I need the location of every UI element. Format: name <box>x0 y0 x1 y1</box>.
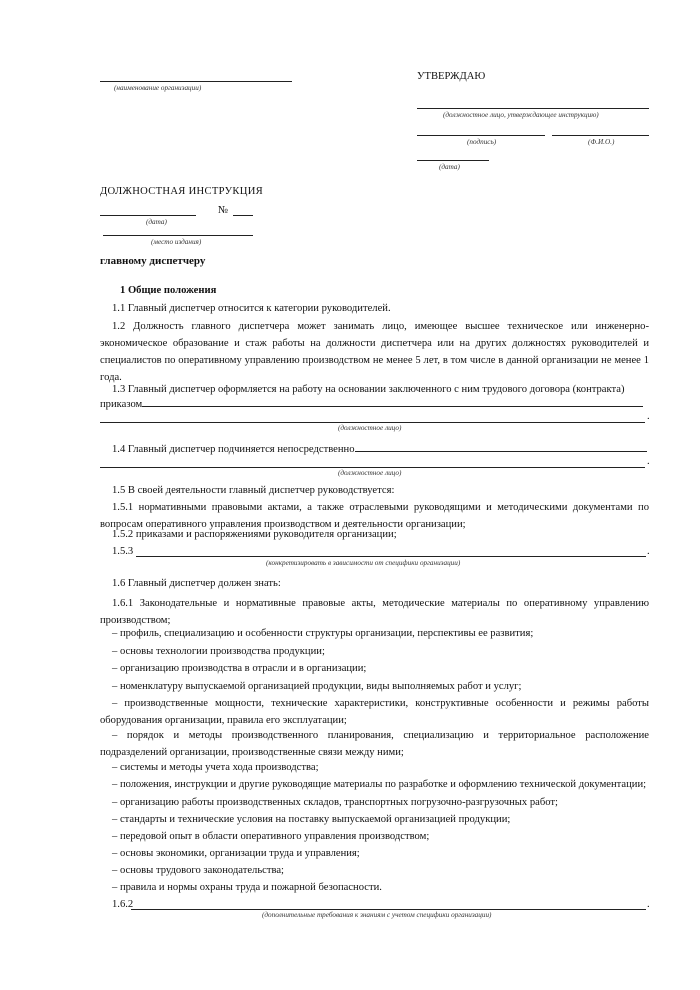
list-item: – организацию производства в отрасли и в организации; <box>112 663 367 674</box>
fio-line <box>552 135 649 136</box>
org-name-line <box>100 81 292 82</box>
extra-requirements-period: . <box>647 899 650 910</box>
list-item: – системы и методы учета хода производства; <box>112 762 319 773</box>
doc-date-line <box>100 215 196 216</box>
subordination-period: . <box>647 456 650 467</box>
list-item: – номенклатуру выпускаемой организацией продукции, виды выполняемых работ и услуг; <box>112 681 522 692</box>
approver-line <box>417 108 649 109</box>
order-label: приказом <box>100 399 143 410</box>
list-item: – организацию работы производственных складов, транспортных погрузочно-разгрузочных работ; <box>112 797 558 808</box>
paragraph-1-6-1: 1.6.1 Законодательные и нормативные правовые акты, методические материалы по оперативному управлению производством; <box>100 598 649 626</box>
order-period: . <box>647 411 650 422</box>
document-title: ДОЛЖНОСТНАЯ ИНСТРУКЦИЯ <box>100 186 264 197</box>
doc-number-label: № <box>218 205 229 216</box>
paragraph-1-3-order <box>100 398 643 412</box>
list-item: – стандарты и технические условия на поставку выпускаемой организацией продукции; <box>112 814 511 825</box>
order-official-caption: (должностное лицо) <box>338 424 402 432</box>
doc-date-caption: (дата) <box>146 218 167 226</box>
list-item: – основы трудового законодательства; <box>112 865 284 876</box>
list-item: – правила и нормы охраны труда и пожарной безопасности. <box>112 882 382 893</box>
approver-caption: (должностное лицо, утверждающее инструкцию) <box>443 111 599 119</box>
paragraph-1-5-1: 1.5.1 нормативными правовыми актами, а также отраслевыми руководящими и методическими документами по вопросам оперативного управления производством и деятельности организации; <box>100 502 649 530</box>
fio-caption: (Ф.И.О.) <box>588 138 615 146</box>
paragraph-1-2: 1.2 Должность главного диспетчера может занимать лицо, имеющее высшее техническое или инженерно-экономическое образование и стаж работы на должности диспетчера или на других должностях руководителей и специалистов по оперативному управлению производством не менее 5 лет, в том числе в данной организации не менее 1 года. <box>100 321 649 383</box>
specify-caption: (конкретизировать в зависимости от специфики организации) <box>266 559 461 567</box>
paragraph-1-1: 1.1 Главный диспетчер относится к категории руководителей. <box>112 303 391 314</box>
list-item: – профиль, специализацию и особенности структуры организации, перспективы ее развития; <box>112 628 534 639</box>
paragraph-1-4 <box>112 443 647 457</box>
paragraph-1-5-2: 1.5.2 приказами и распоряжениями руководителя организации; <box>112 529 397 540</box>
order-blank <box>142 406 643 407</box>
section-heading: 1 Общие положения <box>120 285 217 296</box>
list-item: – основы экономики, организации труда и управления; <box>112 848 360 859</box>
approval-date-caption: (дата) <box>439 163 460 171</box>
subordination-blank <box>355 451 647 452</box>
extra-requirements-line <box>131 909 646 910</box>
signature-line <box>417 135 545 136</box>
paragraph-1-5-3: 1.5.3 <box>112 546 134 557</box>
order-official-line <box>100 422 645 423</box>
specify-line <box>136 556 646 557</box>
extra-requirements-caption: (дополнительные требования к знаниям с учетом специфики организации) <box>262 911 492 919</box>
doc-place-caption: (место издания) <box>151 238 202 246</box>
doc-place-line <box>103 235 253 236</box>
paragraph-1-3: 1.3 Главный диспетчер оформляется на работу на основании заключенного с ним трудового договора (контракта) <box>112 384 625 395</box>
list-item-methods: – порядок и методы производственного планирования, специализацию и территориальное расположение подразделений организации, производственные связи между ними; <box>100 730 649 758</box>
approve-label: УТВЕРЖДАЮ <box>417 71 486 82</box>
signature-caption: (подпись) <box>467 138 497 146</box>
org-name-caption: (наименование организации) <box>114 84 202 92</box>
approval-date-line <box>417 160 489 161</box>
doc-number-line <box>233 215 253 216</box>
list-item: – передовой опыт в области оперативного управления производством; <box>112 831 430 842</box>
list-item: – основы технологии производства продукции; <box>112 646 325 657</box>
document-subtitle: главному диспетчеру <box>100 255 206 267</box>
paragraph-1-6: 1.6 Главный диспетчер должен знать: <box>112 578 281 589</box>
paragraph-1-5: 1.5 В своей деятельности главный диспетчер руководствуется: <box>112 485 395 496</box>
subordination-caption: (должностное лицо) <box>338 469 402 477</box>
specify-period: . <box>647 546 650 557</box>
subordination-line <box>100 467 645 468</box>
paragraph-1-6-2: 1.6.2 <box>112 899 134 910</box>
paragraph-1-4-text: 1.4 Главный диспетчер подчиняется непосредственно <box>112 444 355 455</box>
list-item-capacity: – производственные мощности, технические характеристики, конструктивные особенности и режимы работы оборудования организации, правила его эксплуатации; <box>100 698 649 726</box>
list-item: – положения, инструкции и другие руководящие материалы по разработке и оформлению технической документации; <box>112 779 647 790</box>
